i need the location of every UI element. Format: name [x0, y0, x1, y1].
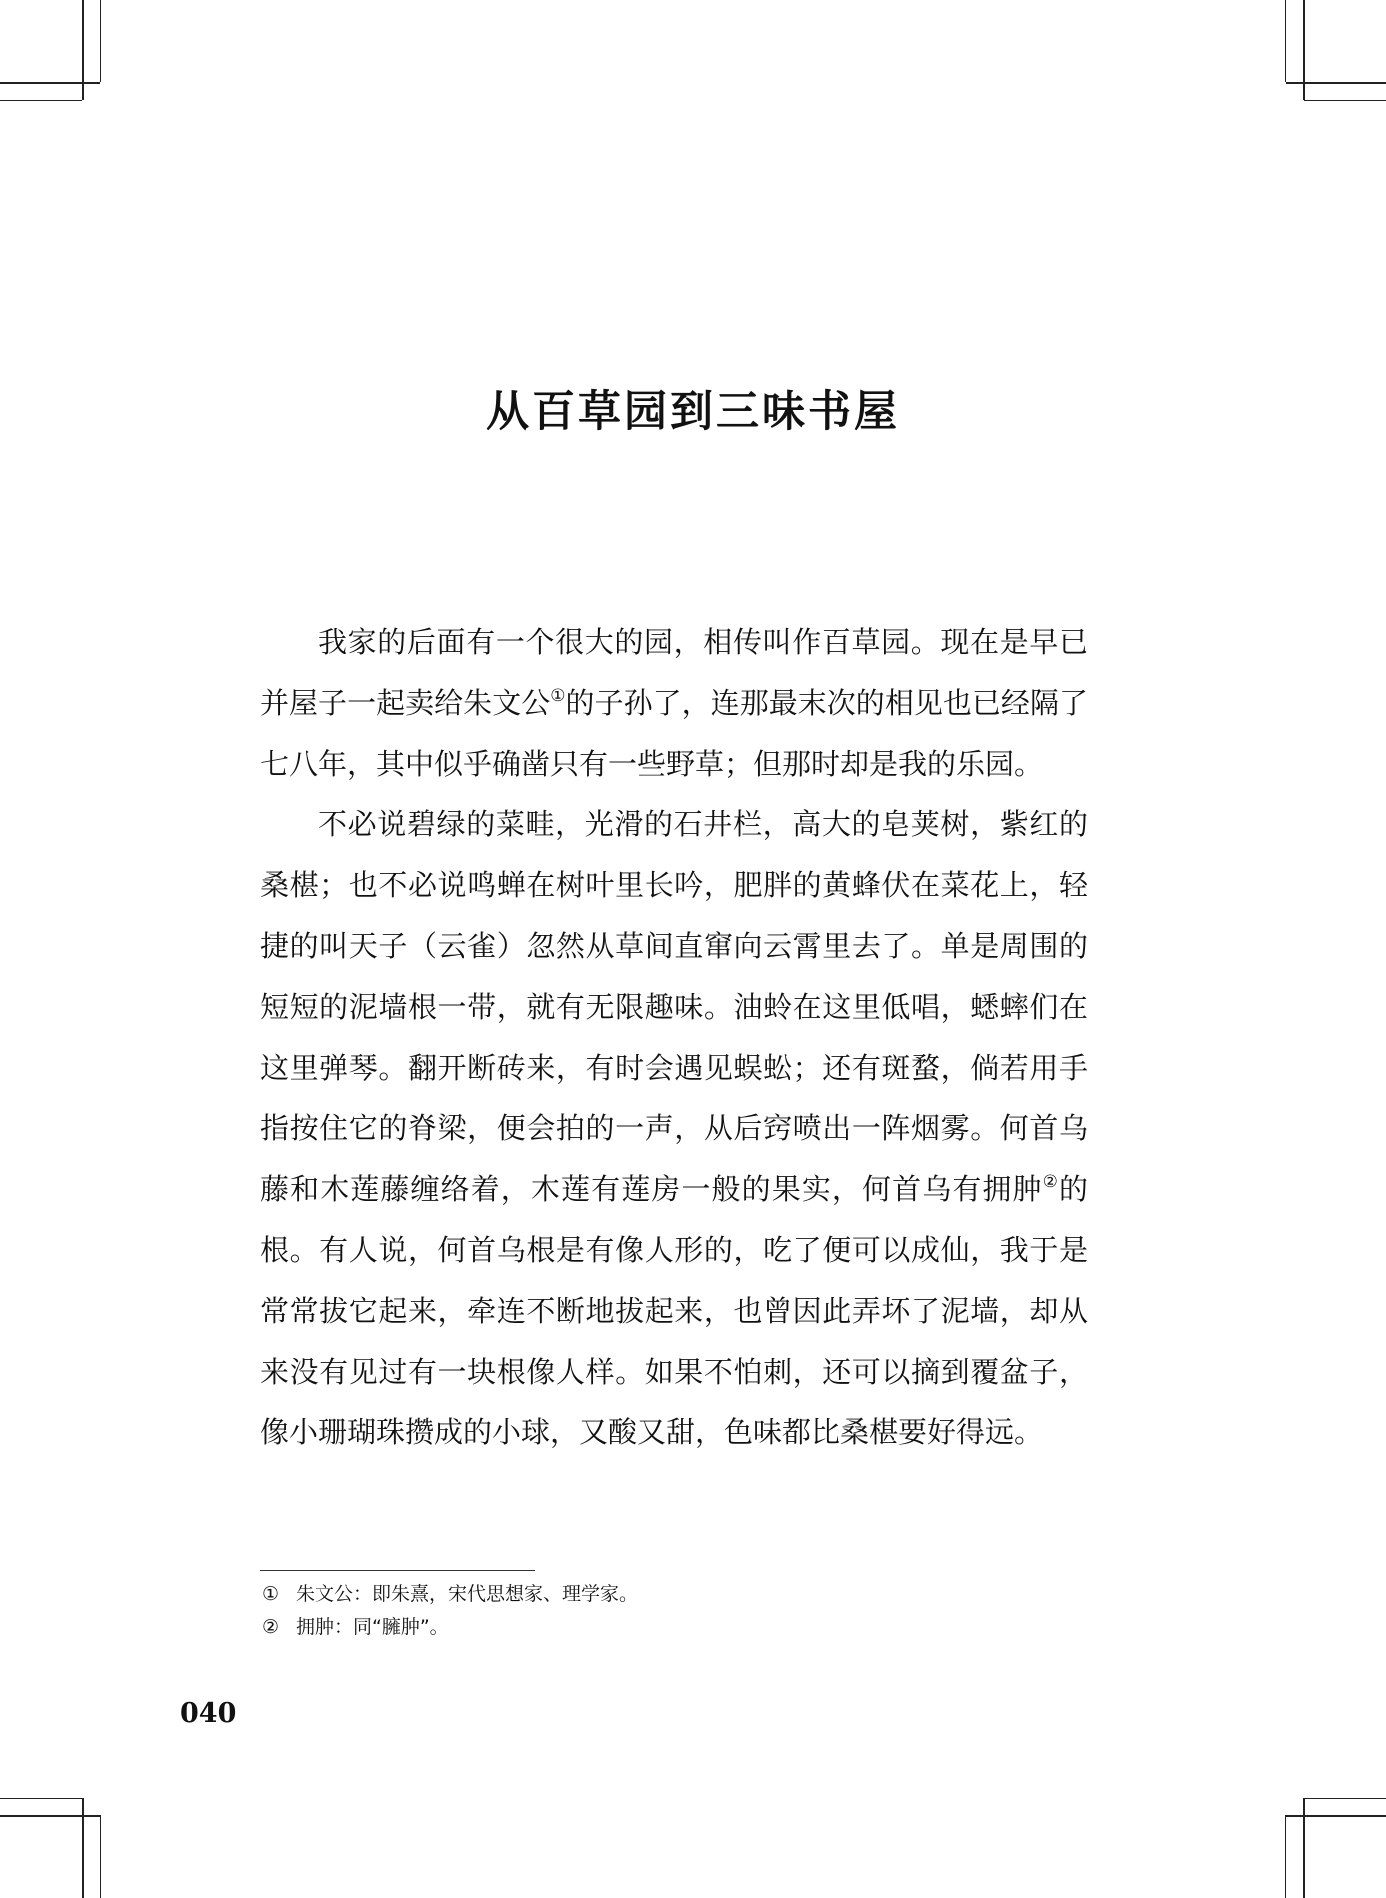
page-number: 040	[180, 1698, 237, 1729]
crop-mark-bottom-left-horizontal-inner	[0, 1798, 82, 1799]
crop-mark-bottom-right-horizontal-inner	[1304, 1798, 1386, 1799]
crop-mark-top-left-horizontal-inner	[0, 100, 82, 101]
body-text	[260, 612, 1088, 1463]
paragraph-text: 我家的后面有一个很大的园，相传叫作百草园。现在是早已并屋子一起卖给朱文公	[260, 625, 1088, 720]
crop-mark-top-left-vertical	[82, 0, 84, 100]
paragraph	[260, 612, 1088, 794]
footnote-text: 拥肿：同“臃肿”。	[296, 1616, 449, 1638]
footnote-ref[interactable]: ①	[550, 685, 566, 706]
footnote-divider	[260, 1570, 535, 1571]
crop-mark-top-left-vertical-inner	[100, 0, 101, 82]
paragraph	[260, 794, 1088, 1463]
crop-mark-top-right-horizontal	[1286, 82, 1386, 84]
crop-mark-top-right-vertical-inner	[1285, 0, 1286, 82]
chapter-title: 从百草园到三味书屋	[486, 387, 900, 437]
footnote-ref[interactable]: ②	[1042, 1172, 1059, 1193]
footnote-text: 朱文公：即朱熹，宋代思想家、理学家。	[296, 1583, 639, 1605]
crop-mark-bottom-right-vertical-inner	[1285, 1815, 1286, 1898]
crop-mark-bottom-right-horizontal	[1286, 1815, 1386, 1817]
footnotes	[262, 1578, 638, 1644]
paragraph-text: 的子孙了，连那最末次的相见也已经隔了七八年，其中似乎确凿只有一些野草；但那时却是我的乐园。	[260, 685, 1088, 781]
crop-mark-bottom-right-vertical	[1303, 1798, 1305, 1898]
crop-mark-bottom-left-vertical-inner	[100, 1815, 101, 1898]
footnote-number: ①	[262, 1583, 280, 1605]
footnote-item	[262, 1611, 638, 1644]
paragraph-text: 的根。有人说，何首乌根是有像人形的，吃了便可以成仙，我于是常常拔它起来，牵连不断地拔起来，也曾因此弄坏了泥墙，却从来没有见过有一块根像人样。如果不怕刺，还可以摘到覆盆子，像小珊瑚珠攒成的小球，又酸又甜，色味都比桑椹要好得远。	[260, 1172, 1088, 1450]
footnote-item	[262, 1578, 638, 1611]
crop-mark-top-right-horizontal-inner	[1304, 100, 1386, 101]
crop-mark-bottom-left-vertical	[82, 1798, 84, 1898]
paragraph-text: 不必说碧绿的菜畦，光滑的石井栏，高大的皂荚树，紫红的桑椹；也不必说鸣蝉在树叶里长吟，肥胖的黄蜂伏在菜花上，轻捷的叫天子（云雀）忽然从草间直窜向云霄里去了。单是周围的短短的泥墙根一带，就有无限趣味。油蛉在这里低唱，蟋蟀们在这里弹琴。翻开断砖来，有时会遇见蜈蚣；还有斑蝥，倘若用手指按住它的脊梁，便会拍的一声，从后窍喷出一阵烟雾。何首乌藤和木莲藤缠络着，木莲有莲房一般的果实，何首乌有拥肿	[260, 807, 1088, 1207]
crop-mark-bottom-left-horizontal	[0, 1815, 100, 1817]
crop-mark-top-right-vertical	[1303, 0, 1305, 100]
footnote-number: ②	[262, 1616, 280, 1638]
crop-mark-top-left-horizontal	[0, 82, 100, 84]
